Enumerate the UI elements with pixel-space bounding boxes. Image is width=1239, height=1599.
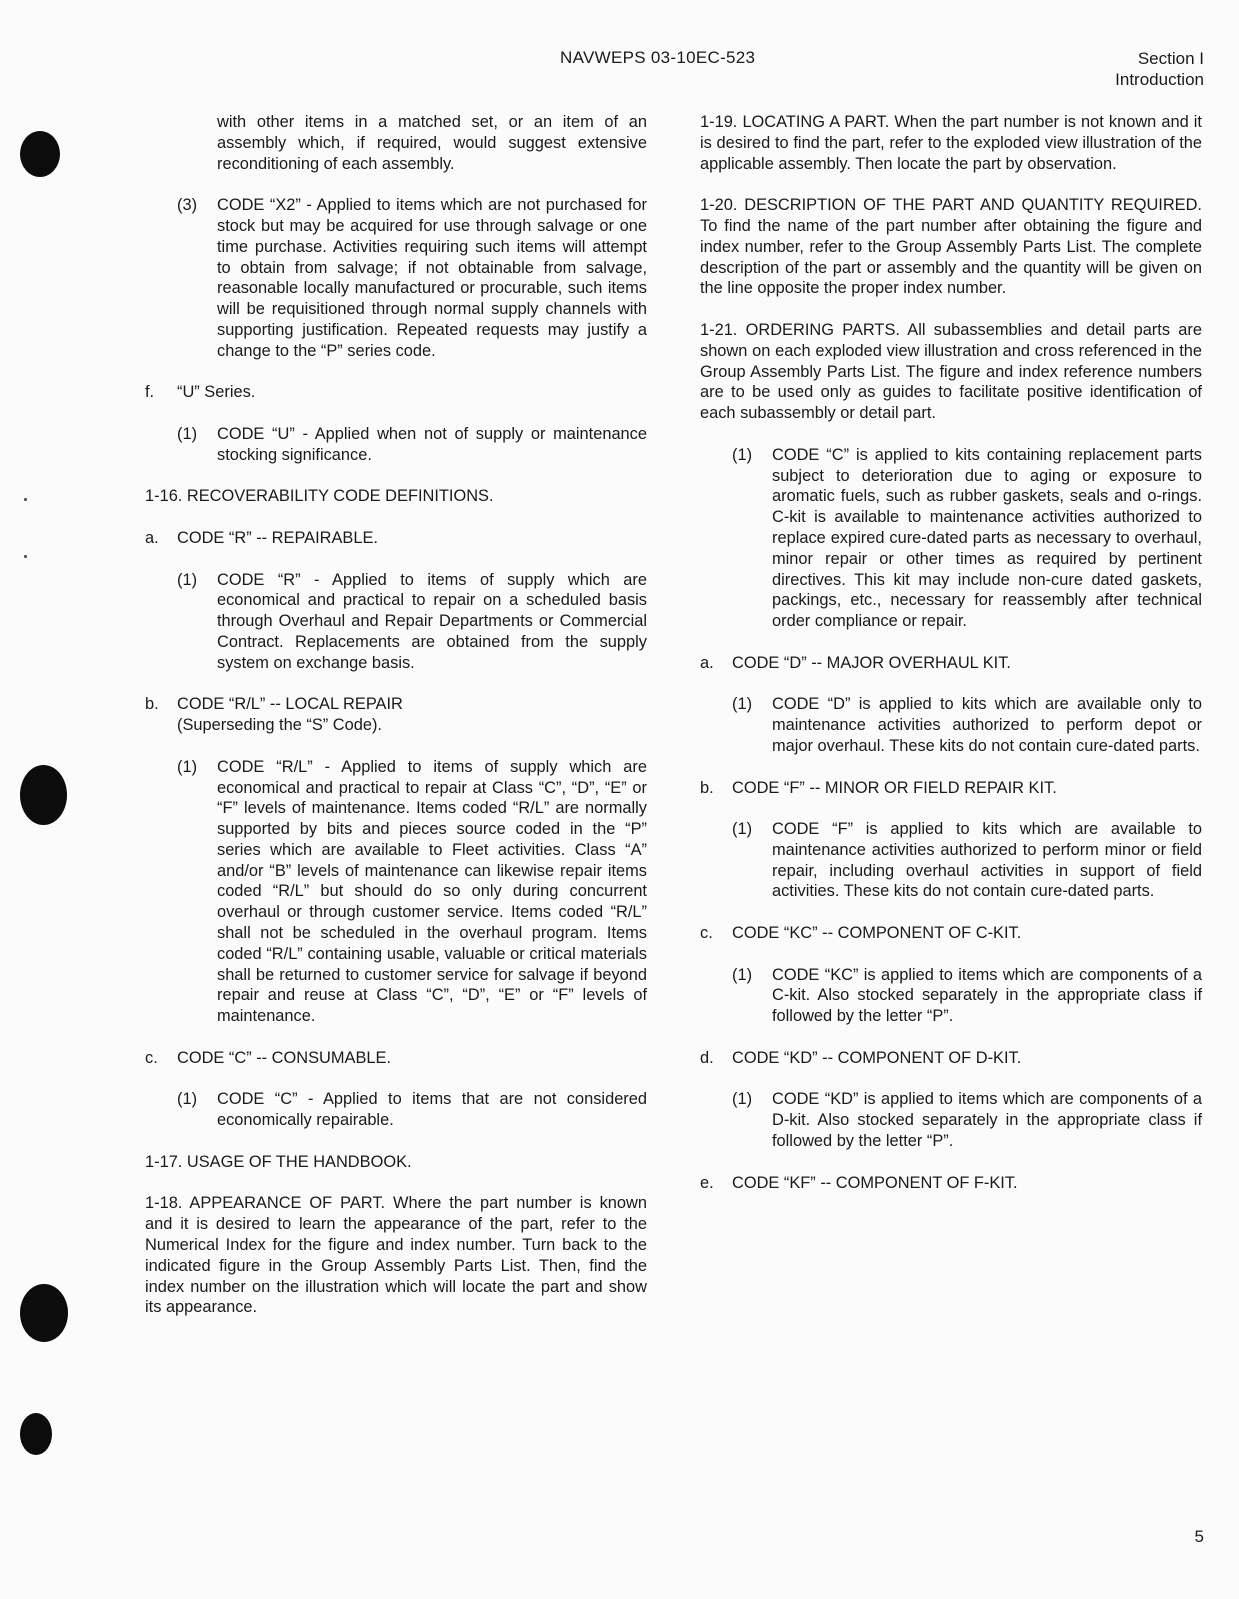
subheading-u-series: [145, 382, 647, 403]
item-number: (1): [177, 1090, 198, 1109]
subheading-code-c: [145, 1048, 647, 1069]
subheading-text: “U” Series.: [177, 383, 256, 402]
item-number: (1): [177, 570, 198, 589]
subheading-text: CODE “R/L” -- LOCAL REPAIR: [177, 695, 403, 714]
subheading-text: CODE “KF” -- COMPONENT OF F-KIT.: [732, 1173, 1018, 1192]
left-column: [145, 112, 647, 1339]
subheading-text: CODE “D” -- MAJOR OVERHAUL KIT.: [732, 653, 1011, 672]
item-number: (1): [732, 965, 753, 984]
subheading-letter: f.: [145, 383, 155, 402]
section-heading-1-17: 1-17. USAGE OF THE HANDBOOK.: [145, 1152, 412, 1171]
code-c-kit-item: [700, 445, 1202, 632]
subheading-letter: a.: [700, 653, 714, 672]
item-text: CODE “C” - Applied to items that are not considered economically repairable.: [217, 1090, 647, 1130]
item-number: (3): [177, 196, 198, 215]
subheading-text: CODE “R” -- REPAIRABLE.: [177, 528, 378, 547]
subheading-letter: c.: [700, 924, 713, 943]
binder-hole-3: [20, 1284, 68, 1342]
subheading-letter: e.: [700, 1173, 714, 1192]
subheading-letter: c.: [145, 1048, 158, 1067]
item-text: CODE “KC” is applied to items which are components of a C-kit. Also stocked separately in the appropriate class if followed by the letter “P”.: [772, 965, 1202, 1026]
code-kc-item: [700, 965, 1202, 1027]
subheading-text: CODE “C” -- CONSUMABLE.: [177, 1048, 391, 1067]
subheading-code-r: [145, 528, 647, 549]
right-column: [700, 112, 1202, 1214]
binder-hole-1: [20, 131, 60, 177]
code-kd-item: [700, 1089, 1202, 1151]
item-text: CODE “F” is applied to kits which are available to maintenance activities authorized to perform minor or field repair, including overhaul activities in support of field activities. These kits do not contain cure-dated parts.: [772, 820, 1202, 901]
subheading-code-kd: [700, 1048, 1202, 1069]
subheading-code-kc: [700, 923, 1202, 944]
subheading-text: CODE “KC” -- COMPONENT OF C-KIT.: [732, 924, 1022, 943]
paragraph-continued: with other items in a matched set, or an item of an assembly which, if required, would suggest extensive reconditioning of each assembly.: [217, 113, 647, 173]
document-number: NAVWEPS 03-10EC-523: [560, 48, 756, 67]
subheading-code-f: [700, 778, 1202, 799]
code-u-item: [145, 424, 647, 466]
section-heading-1-16: 1-16. RECOVERABILITY CODE DEFINITIONS.: [145, 487, 494, 506]
binder-hole-4: [20, 1413, 52, 1455]
subheading-letter: b.: [700, 778, 714, 797]
subheading-letter: b.: [145, 695, 159, 714]
code-d-item: [700, 694, 1202, 756]
item-text: CODE “D” is applied to kits which are available only to maintenance activities authorized to perform depot or major overhaul. These kits do not contain cure-dated parts.: [772, 695, 1202, 755]
section-title: Introduction: [1115, 70, 1204, 89]
section-label: Section I: [1137, 49, 1204, 68]
item-number: (1): [732, 820, 753, 839]
code-r-item: [145, 570, 647, 674]
item-text: CODE “C” is applied to kits containing replacement parts subject to deterioration due to aging or exposure to aromatic fuels, such as rubber gaskets, seals and o-rings. C-kit is available to maintenance activities authorized to replace expired cure-dated parts as necessary to overhaul, minor repair or other times as required by pertinent directives. This kit may include non-cure dated gaskets, packings, etc., necessary for reassembly after technical order compliance or repair.: [772, 445, 1202, 631]
item-text: CODE “R/L” - Applied to items of supply which are economical and practical to repair at Class “C”, “D”, “E” or “F” levels of maintenance. Items coded “R/L” are normally supported by bits and pieces source coded in the “P” series which are available to Fleet activities. Class “A” and/or “B” levels of maintenance can likewise repair items coded “R/L” but should do so only during concurrent overhaul or through customer service. Items coded “R/L” shall not be scheduled in the overhaul program. Items coded “R/L” containing usable, valuable or critical materials shall be returned to customer service for salvage if beyond repair and reuse at Class “C”, “D”, “E” or “F” levels of maintenance.: [217, 757, 647, 1026]
section-heading: [1115, 48, 1204, 90]
subheading-text: CODE “F” -- MINOR OR FIELD REPAIR KIT.: [732, 778, 1057, 797]
code-c-item: [145, 1089, 647, 1131]
code-x2-item: [145, 195, 647, 361]
subheading-code-kf: [700, 1173, 1202, 1194]
code-rl-item: [145, 757, 647, 1027]
speck: [24, 498, 27, 501]
paragraph-1-21: 1-21. ORDERING PARTS. All subassemblies and detail parts are shown on each exploded view illustration and cross referenced in the Group Assembly Parts List. The figure and index reference numbers are to be used only as guides to facilitate positive identification of each subassembly or detail part.: [700, 320, 1202, 423]
paragraph-1-18: 1-18. APPEARANCE OF PART. Where the part number is known and it is desired to learn the appearance of the part, refer to the Numerical Index for the figure and index number. Turn back to the indicated figure in the Group Assembly Parts List. Then, find the index number on the illustration which will locate the part and show its appearance.: [145, 1194, 647, 1317]
binder-hole-2: [20, 765, 67, 825]
subheading-letter: d.: [700, 1048, 714, 1067]
item-number: (1): [732, 445, 753, 464]
item-text: CODE “KD” is applied to items which are components of a D-kit. Also stocked separately in the appropriate class if followed by the letter “P”.: [772, 1090, 1202, 1151]
subheading-code-rl: [145, 694, 647, 736]
subheading-text: CODE “KD” -- COMPONENT OF D-KIT.: [732, 1048, 1022, 1067]
page-number: 5: [1194, 1527, 1204, 1546]
code-f-item: [700, 819, 1202, 902]
item-text: CODE “U” - Applied when not of supply or maintenance stocking significance.: [217, 424, 647, 464]
item-number: (1): [177, 424, 198, 443]
subheading-note: (Superseding the “S” Code).: [177, 716, 382, 735]
paragraph-1-19: 1-19. LOCATING A PART. When the part number is not known and it is desired to find the part, refer to the exploded view illustration of the applicable assembly. Then locate the part by observation.: [700, 113, 1202, 173]
item-text: CODE “R” - Applied to items of supply which are economical and practical to repair on a scheduled basis through Overhaul and Repair Departments or Commercial Contract. Replacements are obtained from the supply system on exchange basis.: [217, 570, 647, 672]
item-number: (1): [177, 757, 198, 776]
item-number: (1): [732, 1090, 753, 1109]
subheading-letter: a.: [145, 528, 159, 547]
speck: [24, 555, 27, 558]
subheading-code-d: [700, 653, 1202, 674]
item-number: (1): [732, 695, 753, 714]
paragraph-1-20: 1-20. DESCRIPTION OF THE PART AND QUANTITY REQUIRED. To find the name of the part number after obtaining the figure and index number, refer to the Group Assembly Parts List. The complete description of the part or assembly and the quantity will be given on the line opposite the proper index number.: [700, 196, 1202, 298]
item-text: CODE “X2” - Applied to items which are not purchased for stock but may be acquired for use through salvage or one time purchase. Activities requiring such items will attempt to obtain from salvage; if not obtainable from salvage, reasonable locally manufactured or procurable, such items will be requisitioned through normal supply channels with supporting justification. Repeated requests may justify a change to the “P” series code.: [217, 196, 647, 360]
